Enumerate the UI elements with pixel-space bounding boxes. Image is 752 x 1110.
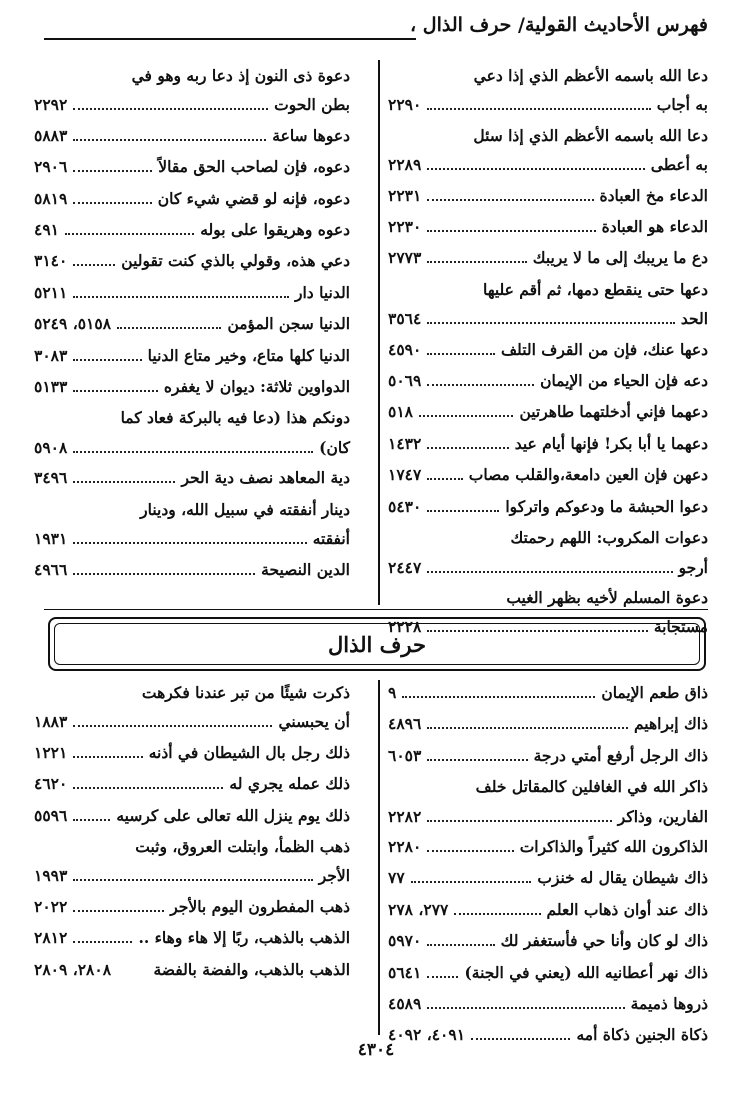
hadith-number: ٢٢٣١ [388, 185, 422, 205]
hadith-number: ٢٢٩٠ [388, 95, 422, 115]
entry-line [388, 802, 708, 831]
dot-leader [73, 296, 289, 298]
dot-leader [73, 725, 272, 727]
hadith-number: ٥٩٧٠ [388, 931, 422, 951]
dot-leader [73, 108, 268, 110]
hadith-number: ١٧٤٧ [388, 465, 422, 485]
dot-leader [73, 941, 132, 943]
hadith-number: ٢٢٨٩ [388, 155, 422, 175]
index-entry [388, 491, 708, 522]
entry-line [388, 396, 708, 427]
entry-first-line: ذاكر الله في الغافلين كالمقاتل خلف [475, 777, 708, 797]
entry-text: أرجو [678, 557, 708, 577]
entry-text: ذاك لو كان وأنا حي فأستغفر لك [500, 931, 708, 951]
hadith-number: ١٩٣١ [34, 529, 68, 549]
entry-text: أنفقته [312, 529, 350, 549]
entry-first-line: دعا الله باسمه الأعظم الذي إذا سئل [473, 125, 708, 145]
index-entry [388, 708, 708, 739]
entry-line [388, 334, 708, 365]
entry-first-line: دعها حتى ينقطع دمها، ثم أقم عليها [482, 279, 708, 299]
entry-text: الحد [680, 309, 708, 329]
index-entry [388, 957, 708, 988]
entry-line [388, 428, 708, 459]
index-entry [388, 334, 708, 365]
entry-line [34, 120, 350, 151]
dot-leader [427, 447, 508, 449]
dot-leader [419, 415, 513, 417]
dot-leader [427, 727, 628, 729]
entry-text: دعها عنك، فإن من القرف التلف [501, 339, 708, 359]
index-entry [34, 308, 350, 339]
entry-text: الدواوين ثلاثة: ديوان لا يغفره [163, 377, 350, 397]
entry-text: كان) [319, 437, 350, 457]
hadith-number: ٤٨٩٦ [388, 714, 422, 734]
entry-text: دعوه وهريقوا على بوله [200, 220, 350, 240]
entry-text: به أعطى [650, 155, 708, 175]
dot-leader [427, 1007, 624, 1009]
entry-text: دعوه، فإنه لو قضي شيء كان [157, 188, 350, 208]
index-entry [34, 462, 350, 493]
hadith-number: ٥١٣٣ [34, 377, 68, 397]
entry-text: ذاك شيطان يقال له خنزب [537, 868, 708, 888]
entry-line [34, 183, 350, 214]
entry-first-line: دونكم هذا (دعا فيه بالبركة فعاد كما [120, 408, 350, 428]
index-entry [388, 831, 708, 862]
entry-text: الذهب بالذهب، ربًا إلا هاء وهاء .. [138, 928, 350, 948]
entry-text: الذاكرون الله كثيراً والذاكرات [519, 837, 708, 857]
entry-line [388, 553, 708, 582]
index-entry [388, 428, 708, 459]
dot-leader [73, 390, 158, 392]
dot-leader [73, 756, 142, 758]
entry-line [388, 304, 708, 333]
entry-line [388, 831, 708, 862]
index-entry [34, 371, 350, 402]
index-entry [388, 211, 708, 242]
entry-line [34, 245, 350, 276]
hadith-number: ٤٥٨٩ [388, 994, 422, 1014]
hadith-number: ٤٦٢٠ [34, 774, 68, 794]
index-entry [34, 891, 350, 922]
index-entry [388, 677, 708, 708]
dot-leader [427, 820, 611, 822]
index-entry [388, 988, 708, 1019]
dot-leader [73, 787, 223, 789]
hadith-number: ٥١٥٨، ٥٢٤٩ [34, 314, 112, 334]
section-banner-title: حرف الذال [328, 631, 426, 657]
index-entry [34, 554, 350, 585]
entry-text: دعوا الحبشة ما ودعوكم واتركوا [505, 496, 708, 516]
entry-first-line: دعوة المسلم لأخيه بظهر الغيب [506, 587, 708, 607]
entry-text: ذكاة الجنين ذكاة أمه [576, 1025, 708, 1045]
entry-line [34, 308, 350, 339]
entry-line [388, 957, 708, 988]
entry-line [388, 459, 708, 490]
dot-leader [427, 850, 513, 852]
index-entry [388, 459, 708, 490]
entry-first-line: دينار أنفقته في سبيل الله، ودينار [140, 499, 350, 519]
index-entry [388, 242, 708, 273]
index-entry [388, 862, 708, 893]
dot-leader [73, 451, 313, 453]
entry-text: دية المعاهد نصف دية الحر [181, 468, 350, 488]
dot-leader [427, 230, 595, 232]
hadith-number: ٢٧٧٣ [388, 248, 422, 268]
hadith-number: ٣١٤٠ [34, 251, 68, 271]
entry-text: الدعاء هو العبادة [601, 217, 708, 237]
dot-leader [73, 170, 152, 172]
entry-line [34, 737, 350, 768]
entry-line [388, 211, 708, 242]
dhal-left-column [34, 677, 350, 985]
dot-leader [402, 696, 595, 698]
column-divider-bottom [378, 680, 380, 1035]
entry-text: دعوه، فإن لصاحب الحق مقالاً [158, 157, 350, 177]
index-entry [34, 151, 350, 182]
entry-line [388, 988, 708, 1019]
entry-text: ذروها ذميمة [630, 994, 708, 1014]
index-entry [34, 954, 350, 985]
index-entry [34, 922, 350, 953]
entry-line [388, 365, 708, 396]
entry-line [34, 433, 350, 462]
entry-line [34, 524, 350, 553]
entry-text: ذلك عمله يجري له [229, 774, 350, 794]
dot-leader [73, 264, 115, 266]
index-entry [34, 277, 350, 308]
index-entry [34, 678, 350, 737]
entry-text: الدنيا كلها متاع، وخير متاع الدنيا [147, 345, 350, 365]
dal-right-column [388, 60, 708, 642]
entry-text: دعوها ساعة [272, 125, 350, 145]
hadith-number: ٥٨٨٣ [34, 125, 68, 145]
entry-text: بطن الحوت [274, 95, 350, 115]
index-entry [388, 180, 708, 211]
entry-text: ذاك عند أوان ذهاب العلم [546, 899, 708, 919]
entry-line [34, 340, 350, 371]
dot-leader [73, 573, 255, 575]
entry-text: الدنيا دار [295, 282, 350, 302]
entry-text: الأجر [318, 866, 350, 886]
entry-line [34, 214, 350, 245]
entry-text: ذاك الرجل أرفع أمتي درجة [533, 745, 708, 765]
entry-first-line: ذهب الظمأ، وابتلت العروق، وثبت [135, 837, 350, 857]
entry-line [388, 708, 708, 739]
hadith-number: ٢٧٧، ٢٧٨ [388, 899, 449, 919]
entry-text: دع ما يريبك إلى ما لا يريبك [532, 248, 708, 268]
index-entry [34, 737, 350, 768]
index-entry [388, 523, 708, 582]
entry-text: دعه فإن الحياء من الإيمان [540, 371, 708, 391]
dot-leader [73, 910, 164, 912]
hadith-number: ٤٥٩٠ [388, 339, 422, 359]
entry-text: الذهب بالذهب، والفضة بالفضة [153, 959, 350, 979]
entry-line [388, 180, 708, 211]
entry-first-line: ذكرت شيئًا من تبر عندنا فكرهت [141, 683, 350, 702]
entry-first-line: دعوات المكروب: اللهم رحمتك [510, 528, 708, 548]
dot-leader [73, 481, 175, 483]
dot-leader [65, 233, 194, 235]
hadith-number: ٢٢٣٠ [388, 217, 422, 237]
index-entry [34, 120, 350, 151]
entry-text: دعهما يا أبا بكر! فإنها أيام عيد [514, 433, 708, 453]
entry-text: أن يحبسني [278, 712, 350, 732]
dot-leader [117, 327, 221, 329]
entry-text: دعي هذه، وقولي بالذي كنت تقولين [121, 251, 350, 271]
index-entry [34, 832, 350, 891]
entry-line [388, 150, 708, 179]
index-entry [34, 183, 350, 214]
dot-leader [427, 168, 644, 170]
hadith-number: ٥٤٣٠ [388, 496, 422, 516]
dot-leader [427, 322, 675, 324]
running-header: فهرس الأحاديث القولية/ حرف الذال ، [410, 14, 708, 36]
dot-leader [427, 759, 527, 761]
index-entry [34, 800, 350, 831]
entry-text: ذاك نهر أعطانيه الله (يعني في الجنة) [464, 962, 708, 982]
hadith-number: ٧٧ [388, 868, 405, 888]
index-entry [34, 495, 350, 554]
entry-line [34, 462, 350, 493]
entry-line [34, 954, 350, 985]
index-entry [34, 61, 350, 120]
section-banner [48, 617, 706, 671]
hadith-number: ٥٠٦٩ [388, 371, 422, 391]
hadith-number: ٢٨٠٨، ٢٨٠٩ [34, 959, 112, 979]
hadith-number: ٣٥٦٤ [388, 309, 422, 329]
hadith-number: ٤٠٩١، ٤٠٩٢ [388, 1025, 466, 1045]
dot-leader [73, 542, 306, 544]
hadith-number: ٣٠٨٣ [34, 345, 68, 365]
hadith-number: ٢٩٠٦ [34, 157, 68, 177]
entry-text: ذاك إبراهيم [633, 714, 708, 734]
index-entry [388, 61, 708, 120]
entry-text: دعهما فإني أدخلتهما طاهرتين [519, 402, 708, 422]
entry-text: ذاق طعم الإيمان [601, 683, 708, 702]
entry-first-line: دعا الله باسمه الأعظم الذي إذا دعي [473, 66, 708, 85]
section-rule [44, 609, 708, 610]
dot-leader [427, 199, 593, 201]
dot-leader [427, 944, 494, 946]
dot-leader [73, 139, 266, 141]
entry-line [388, 925, 708, 956]
entry-line [388, 862, 708, 893]
index-entry [388, 396, 708, 427]
hadith-number: ٥٨١٩ [34, 188, 68, 208]
dot-leader [427, 384, 534, 386]
hadith-number: ٢٢٨٠ [388, 837, 422, 857]
hadith-number: ١٤٣٢ [388, 433, 422, 453]
entry-first-line: دعوة ذى النون إذ دعا ربه وهو في [131, 66, 350, 85]
entry-line [34, 861, 350, 890]
entry-line [34, 151, 350, 182]
entry-line [388, 90, 708, 119]
entry-text: به أجاب [656, 95, 708, 115]
entry-line [34, 90, 350, 119]
entry-text: الفارين، وذاكر [617, 806, 708, 826]
index-entry [388, 275, 708, 334]
entry-line [388, 242, 708, 273]
entry-line [388, 677, 708, 708]
hadith-number: ٤٩١ [34, 220, 59, 240]
index-entry [34, 245, 350, 276]
section-banner-inner [54, 623, 700, 665]
hadith-number: ٢٢٢٨ [388, 617, 422, 637]
entry-line [388, 894, 708, 925]
entry-text: الدنيا سجن المؤمن [227, 314, 350, 334]
entry-line [34, 554, 350, 585]
entry-text: دعهن فإن العين دامعة،والقلب مصاب [468, 465, 708, 485]
entry-line [34, 891, 350, 922]
index-entry [388, 925, 708, 956]
index-entry [388, 772, 708, 831]
hadith-number: ٤٩٦٦ [34, 559, 68, 579]
dot-leader [427, 571, 672, 573]
dot-leader [427, 353, 495, 355]
index-entry [388, 740, 708, 771]
index-entry [388, 365, 708, 396]
hadith-number: ٢٨١٢ [34, 928, 68, 948]
dot-leader [411, 881, 532, 883]
entry-line [388, 491, 708, 522]
hadith-number: ٩ [388, 683, 397, 702]
hadith-number: ٢٢٨٢ [388, 806, 422, 826]
dot-leader [73, 202, 151, 204]
hadith-number: ٥٢١١ [34, 282, 68, 302]
dot-leader [427, 261, 526, 263]
entry-line [34, 800, 350, 831]
hadith-number: ٥٩٠٨ [34, 437, 68, 457]
entry-line [388, 740, 708, 771]
hadith-number: ٥١٨ [388, 402, 413, 422]
dhal-right-column [388, 677, 708, 1051]
header-rule [44, 38, 416, 40]
dot-leader [427, 976, 458, 978]
index-entry [34, 403, 350, 462]
hadith-number: ٥٦٤١ [388, 962, 422, 982]
hadith-number: ١٩٩٣ [34, 866, 68, 886]
entry-line [34, 768, 350, 799]
hadith-number: ١٨٨٣ [34, 712, 68, 732]
hadith-number: ٦٠٥٣ [388, 745, 422, 765]
dot-leader [454, 913, 540, 915]
hadith-number: ١٢٢١ [34, 742, 68, 762]
entry-line [34, 922, 350, 953]
index-entry [388, 894, 708, 925]
hadith-number: ٢٢٩٢ [34, 95, 68, 115]
hadith-number: ٢٠٢٢ [34, 896, 68, 916]
entry-text: ذلك رجل بال الشيطان في أذنه [148, 742, 350, 762]
dot-leader [73, 879, 312, 881]
entry-text: الدين النصيحة [261, 559, 350, 579]
column-divider-top [378, 60, 380, 605]
entry-text: مستجابة [653, 617, 708, 637]
index-entry [34, 214, 350, 245]
page-number: ٤٣٠٤ [357, 1040, 395, 1060]
dot-leader [427, 478, 462, 480]
entry-line [34, 277, 350, 308]
dot-leader [427, 108, 650, 110]
hadith-number: ٥٥٩٦ [34, 805, 68, 825]
index-entry [34, 768, 350, 799]
dot-leader [427, 510, 499, 512]
dal-left-column [34, 60, 350, 585]
entry-text: ذلك يوم ينزل الله تعالى على كرسيه [116, 805, 350, 825]
entry-text: الدعاء مخ العبادة [599, 185, 708, 205]
entry-line [34, 371, 350, 402]
dot-leader [73, 359, 141, 361]
index-entry [388, 121, 708, 180]
entry-line [34, 707, 350, 736]
index-entry [34, 340, 350, 371]
hadith-number: ٣٤٩٦ [34, 468, 68, 488]
hadith-number: ٢٤٤٧ [388, 557, 422, 577]
entry-text: ذهب المفطرون اليوم بالأجر [170, 896, 350, 916]
dot-leader [73, 819, 110, 821]
